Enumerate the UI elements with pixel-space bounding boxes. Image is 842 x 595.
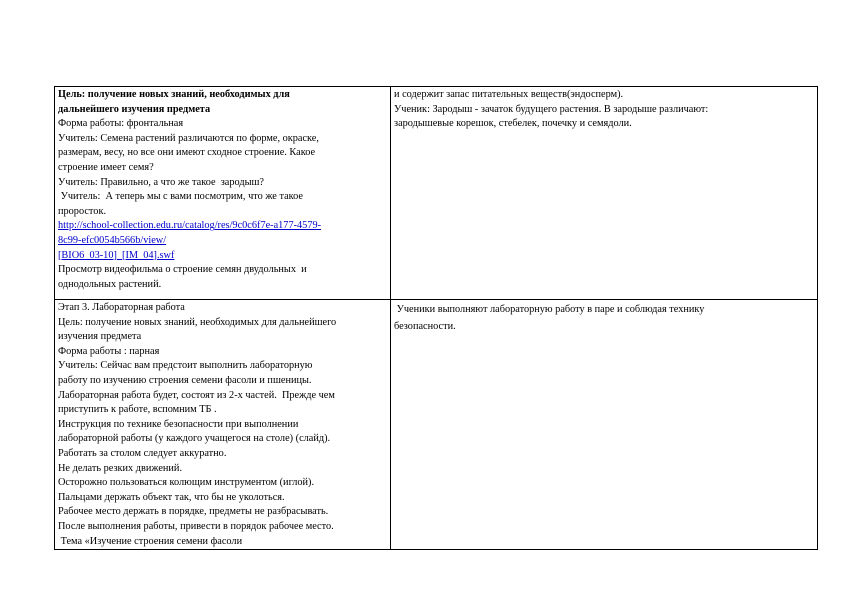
cell-lines — [394, 301, 814, 335]
teacher-activity-cell — [55, 300, 391, 550]
text-line: Форма работы: фронтальная — [58, 118, 184, 130]
text-line: Форма работы : парная — [58, 345, 160, 357]
text-line: Учитель: А теперь мы с вами посмотрим, что же такое — [58, 191, 303, 203]
text-line: приступить к работе, вспомним ТБ . — [58, 404, 217, 416]
text-line: однодольных растений. — [58, 278, 162, 290]
text-line: Тема «Изучение строения семени фасоли — [58, 535, 243, 547]
text-line: Работать за столом следует аккуратно. — [58, 447, 227, 459]
text-line: Ученики выполняют лабораторную работу в паре и соблюдая технику — [394, 304, 705, 315]
text-line: Рабочее место держать в порядке, предметы не разбрасывать. — [58, 506, 329, 518]
text-line: зародышевые корешок, стебелек, почечку и семядоли. — [394, 118, 632, 130]
text-line: и содержит запас питательных веществ(эндосперм). — [394, 89, 624, 100]
table-row — [55, 300, 818, 550]
text-line: Осторожно пользоваться колющим инструментом (иглой). — [58, 477, 315, 489]
text-line: дальнейшего изучения предмета — [58, 103, 211, 115]
text-line: проросток. — [58, 205, 107, 217]
text-line: безопасности. — [394, 321, 456, 332]
text-line: Учитель: Сейчас вам предстоит выполнить лабораторную — [58, 360, 313, 372]
cell-lines — [394, 88, 814, 132]
text-line: работу по изучению строения семени фасоли и пшеницы. — [58, 374, 312, 386]
text-line: Инструкция по технике безопасности при выполнении — [58, 418, 299, 430]
student-activity-cell — [391, 87, 818, 300]
text-line: Не делать резких движений. — [58, 462, 183, 474]
resource-link[interactable]: 8c99-efc0054b566b/view/ — [58, 234, 167, 246]
text-line: изучения предмета — [58, 331, 142, 343]
text-line: Цель: получение новых знаний, необходимых для — [58, 89, 290, 100]
student-activity-cell — [391, 300, 818, 550]
text-line: Пальцами держать объект так, что бы не уколоться. — [58, 491, 285, 503]
text-line: Учитель: Семена растений различаются по форме, окраске, — [58, 132, 319, 144]
teacher-activity-cell — [55, 87, 391, 300]
text-line: размерам, весу, но все они имеют сходное строение. Какое — [58, 147, 316, 159]
text-line: строение имеет семя? — [58, 161, 154, 173]
text-line: Просмотр видеофильма о строение семян двудольных и — [58, 264, 307, 276]
cell-lines — [58, 301, 387, 549]
text-line: лабораторной работы (у каждого учащегося на столе) (слайд). — [58, 433, 331, 445]
resource-link[interactable]: [BIO6_03-10]_[IM_04].swf — [58, 249, 175, 261]
resource-link[interactable]: http://school-collection.edu.ru/catalog/res/9c0c6f7e-a177-4579- — [58, 220, 322, 232]
cell-lines — [58, 88, 387, 292]
text-line: Учитель: Правильно, а что же такое зародыш? — [58, 176, 264, 188]
table-row — [55, 87, 818, 300]
text-line: Лабораторная работа будет, состоят из 2-х частей. Прежде чем — [58, 389, 335, 401]
text-line: Цель: получение новых знаний, необходимых для дальнейшего — [58, 316, 337, 328]
text-line: После выполнения работы, привести в порядок рабочее место. — [58, 520, 334, 532]
text-line: Ученик: Зародыш - зачаток будущего растения. В зародыше различают: — [394, 103, 709, 115]
lesson-plan-table — [54, 86, 818, 550]
text-line: Этап 3. Лабораторная работа — [58, 302, 185, 313]
